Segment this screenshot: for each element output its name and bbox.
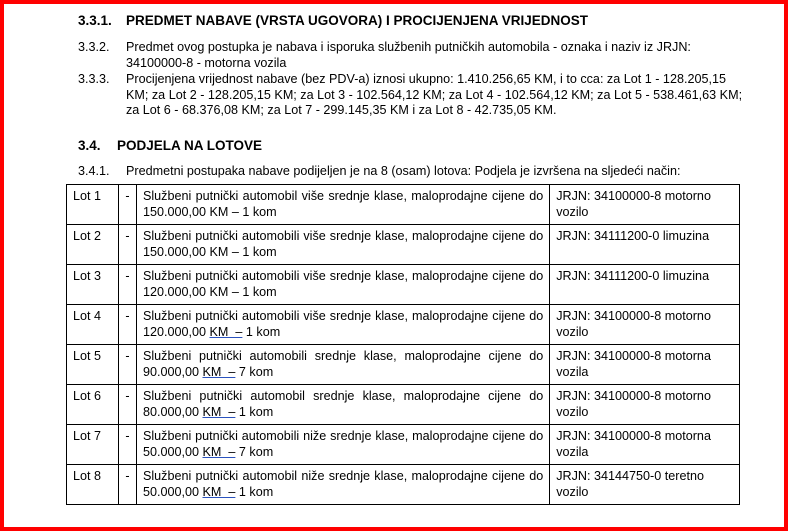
lot-description-cell: [136, 185, 549, 225]
currency-underlined: KM –: [202, 484, 236, 499]
lot-quantity: 1 kom: [242, 324, 281, 339]
dash-cell: -: [118, 225, 136, 265]
lot-description-cell: [136, 345, 549, 385]
table-row: [67, 385, 740, 425]
lot-description: Službeni putnički automobili više srednje klase, maloprodajne cijene do 120.000,00: [142, 309, 544, 339]
lot-code-cell: JRJN: 34100000-8 motorno vozilo: [550, 385, 740, 425]
lot-number-cell: Lot 6: [67, 385, 119, 425]
currency-underlined: KM –: [202, 444, 236, 459]
dash-cell: -: [118, 185, 136, 225]
lot-code-cell: JRJN: 34144750-0 teretno vozilo: [550, 465, 740, 505]
lot-quantity: – 1 kom: [228, 204, 277, 219]
lot-number-cell: Lot 7: [67, 425, 119, 465]
dash-cell: -: [118, 425, 136, 465]
heading-3-3-1: [78, 12, 748, 30]
paragraph-text: Predmet ovog postupka je nabava i isporuka službenih putničkih automobila - oznaka i naziv iz JRJN: 34100000-8 - motorna vozila: [126, 40, 691, 70]
table-row: [67, 305, 740, 345]
section-number: 3.4.: [78, 138, 101, 153]
lot-number-cell: Lot 8: [67, 465, 119, 505]
lot-description: Službeni putnički automobil srednje klase, maloprodajne cijene do 80.000,00: [142, 389, 544, 419]
lot-quantity: 1 kom: [235, 484, 274, 499]
lot-description: Službeni putnički automobil više srednje klase, maloprodajne cijene do 150.000,00 KM: [142, 189, 544, 219]
currency-underlined: KM –: [209, 324, 243, 339]
dash-cell: -: [118, 465, 136, 505]
lot-description-cell: [136, 305, 549, 345]
lot-number-cell: Lot 3: [67, 265, 119, 305]
table-row: [67, 345, 740, 385]
lots-table: [66, 184, 740, 505]
paragraph-3-3-2: [78, 40, 746, 71]
paragraph-3-4-1: [78, 164, 746, 180]
lot-description: Službeni putnički automobili više srednje klase, maloprodajne cijene do 150.000,00 KM: [142, 229, 544, 259]
lot-code-cell: JRJN: 34100000-8 motorno vozilo: [550, 305, 740, 345]
heading-3-4: [78, 137, 748, 155]
table-row: [67, 425, 740, 465]
lot-quantity: 1 kom: [235, 404, 274, 419]
dash-cell: -: [118, 305, 136, 345]
lot-description-cell: [136, 465, 549, 505]
table-row: [67, 225, 740, 265]
dash-cell: -: [118, 385, 136, 425]
lot-quantity: 7 kom: [235, 364, 274, 379]
paragraph-text: Procijenjena vrijednost nabave (bez PDV-a) iznosi ukupno: 1.410.256,65 KM, i to cca: za Lot 1 - 128.205,15 KM; za Lot 2 - 128.205,15 KM; za Lot 3 - 102.564,12 KM; za Lot 4 - 102.564,12 KM; za Lot 5 - 538.461,63 KM; za Lot 6 - 68.376,08 KM; za Lot 7 - 299.145,35 KM i za Lot 8 - 42.735,05 KM.: [126, 72, 743, 117]
paragraph-text: Predmetni postupaka nabave podijeljen je na 8 (osam) lotova: Podjela je izvršena na sljedeći način:: [126, 164, 681, 178]
section-number: 3.4.1.: [78, 164, 110, 178]
lot-code-cell: JRJN: 34111200-0 limuzina: [550, 265, 740, 305]
paragraph-3-3-3: [78, 72, 746, 119]
lots-table-body: [67, 185, 740, 505]
section-number: 3.3.1.: [78, 13, 112, 28]
table-row: [67, 465, 740, 505]
lot-quantity: – 1 kom: [228, 284, 277, 299]
table-row: [67, 185, 740, 225]
section-title: PREDMET NABAVE (VRSTA UGOVORA) I PROCIJENJENA VRIJEDNOST: [126, 13, 589, 28]
lot-description: Službeni putnički automobili više srednje klase, maloprodajne cijene do 120.000,00 KM: [142, 269, 544, 299]
currency-underlined: KM –: [202, 364, 236, 379]
section-title: PODJELA NA LOTOVE: [117, 138, 263, 153]
lot-code-cell: JRJN: 34100000-8 motorna vozila: [550, 425, 740, 465]
dash-cell: -: [118, 265, 136, 305]
table-row: [67, 265, 740, 305]
dash-cell: -: [118, 345, 136, 385]
document-page: [73, 12, 748, 499]
lot-description-cell: [136, 225, 549, 265]
section-number: 3.3.2.: [78, 40, 110, 54]
lot-number-cell: Lot 4: [67, 305, 119, 345]
lot-description-cell: [136, 265, 549, 305]
lot-code-cell: JRJN: 34111200-0 limuzina: [550, 225, 740, 265]
lot-description: Službeni putnički automobil niže srednje klase, maloprodajne cijene do 50.000,00: [142, 469, 544, 499]
lot-code-cell: JRJN: 34100000-8 motorna vozila: [550, 345, 740, 385]
lot-description: Službeni putnički automobili srednje klase, maloprodajne cijene do 90.000,00: [142, 349, 544, 379]
lot-description-cell: [136, 425, 549, 465]
lot-description-cell: [136, 385, 549, 425]
lot-quantity: – 1 kom: [228, 244, 277, 259]
section-number: 3.3.3.: [78, 72, 110, 86]
lot-description: Službeni putnički automobili niže srednje klase, maloprodajne cijene do 50.000,00: [142, 429, 544, 459]
lot-number-cell: Lot 5: [67, 345, 119, 385]
lot-number-cell: Lot 2: [67, 225, 119, 265]
lot-quantity: 7 kom: [235, 444, 274, 459]
currency-underlined: KM –: [202, 404, 236, 419]
lot-code-cell: JRJN: 34100000-8 motorno vozilo: [550, 185, 740, 225]
lot-number-cell: Lot 1: [67, 185, 119, 225]
